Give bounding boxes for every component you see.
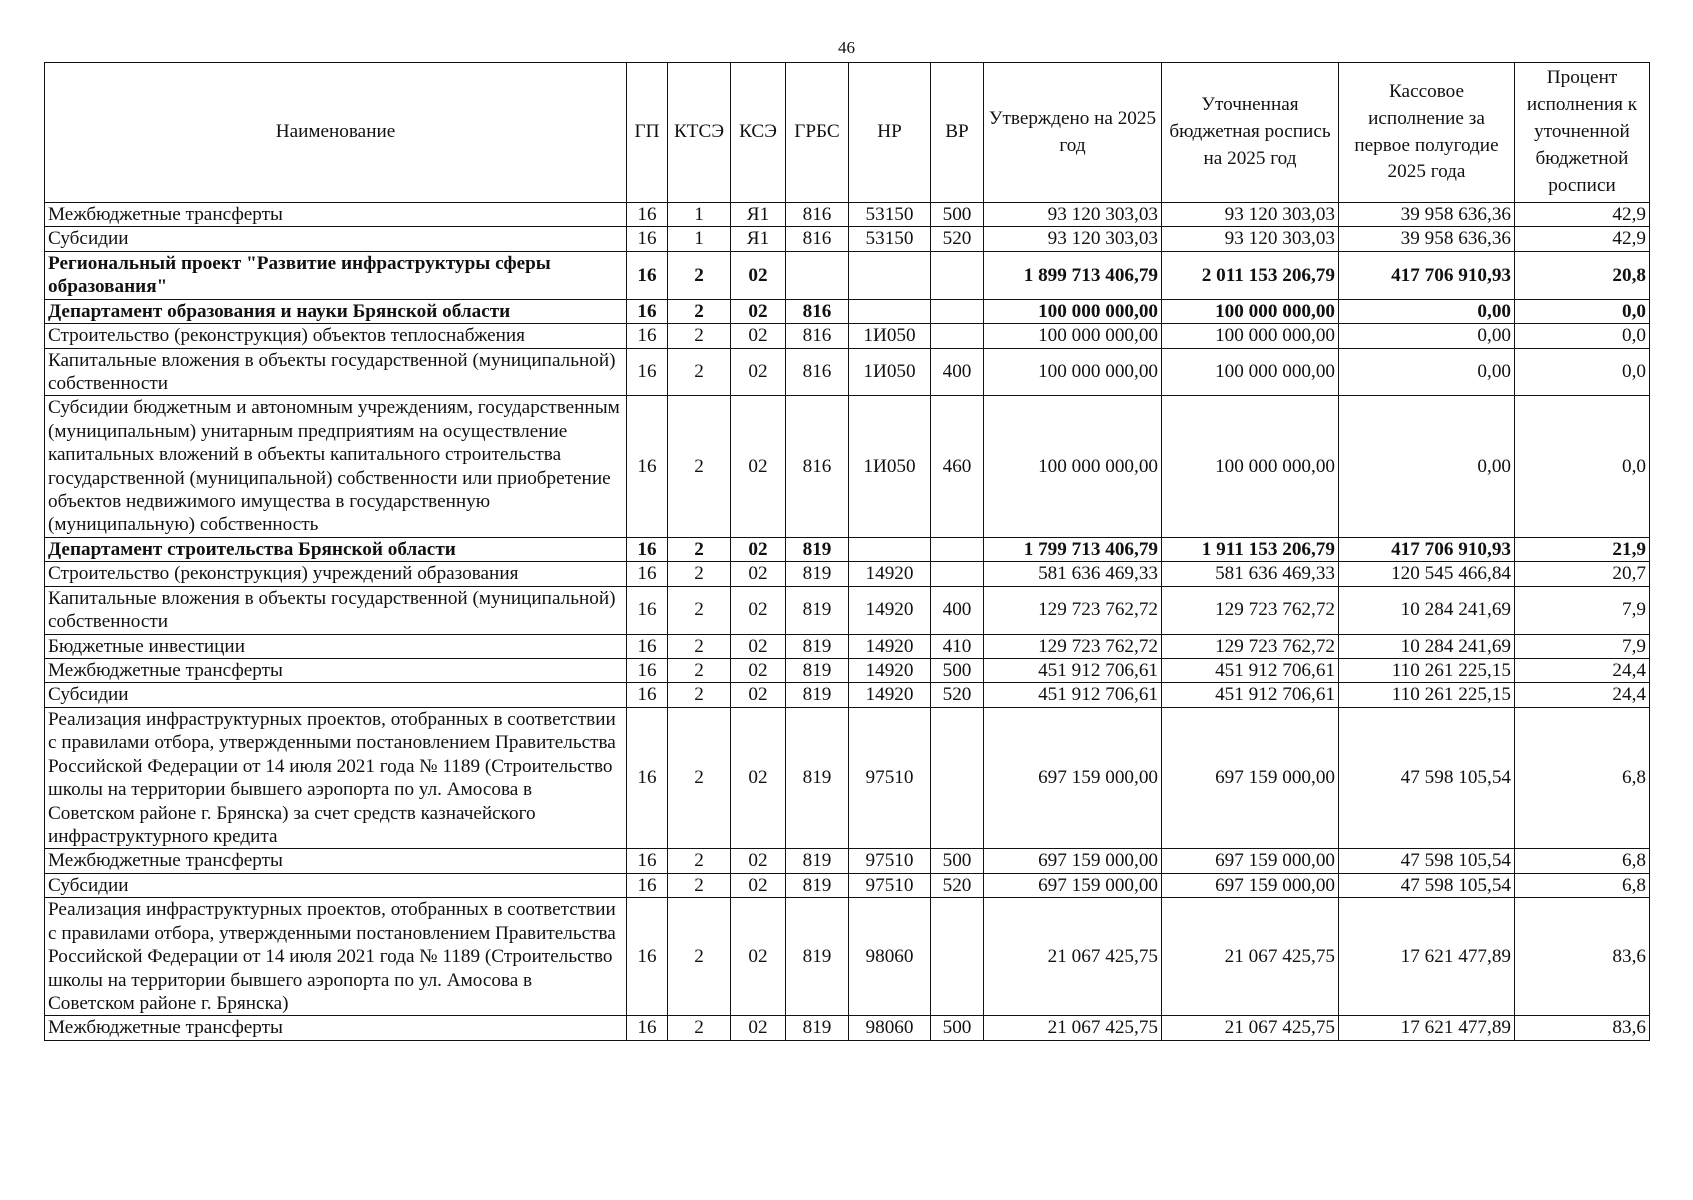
cell-kse: 02 bbox=[731, 537, 786, 561]
table-row bbox=[45, 659, 1650, 683]
cell-vr: 400 bbox=[931, 348, 984, 396]
cell-cash: 47 598 105,54 bbox=[1339, 849, 1515, 873]
cell-nr: 1И050 bbox=[849, 324, 931, 348]
cell-grbs: 816 bbox=[786, 396, 849, 538]
cell-gp: 16 bbox=[627, 562, 668, 586]
table-row bbox=[45, 898, 1650, 1016]
header-kse: КСЭ bbox=[731, 63, 786, 203]
table-row bbox=[45, 849, 1650, 873]
cell-nr: 14920 bbox=[849, 634, 931, 658]
cell-grbs: 819 bbox=[786, 562, 849, 586]
cell-approved: 93 120 303,03 bbox=[984, 203, 1162, 227]
cell-approved: 1 899 713 406,79 bbox=[984, 251, 1162, 299]
header-grbs: ГРБС bbox=[786, 63, 849, 203]
cell-name: Реализация инфраструктурных проектов, отобранных в соответствии с правилами отбора, утвержденными постановлением Правительства Российской Федерации от 14 июля 2021 года № 1189 (Строительство школы на территории бывшего аэропорта по ул. Амосова в Советском районе г. Брянска) за счет средств казначейского инфраструктурного кредита bbox=[45, 707, 627, 849]
cell-approved: 100 000 000,00 bbox=[984, 299, 1162, 323]
cell-cash: 110 261 225,15 bbox=[1339, 659, 1515, 683]
table-row bbox=[45, 1016, 1650, 1040]
cell-name: Региональный проект "Развитие инфраструктуры сферы образования" bbox=[45, 251, 627, 299]
cell-cash: 417 706 910,93 bbox=[1339, 251, 1515, 299]
budget-execution-table bbox=[44, 62, 1650, 1041]
cell-refined: 697 159 000,00 bbox=[1162, 707, 1339, 849]
cell-vr: 500 bbox=[931, 849, 984, 873]
cell-vr bbox=[931, 898, 984, 1016]
table-row bbox=[45, 324, 1650, 348]
cell-cash: 417 706 910,93 bbox=[1339, 537, 1515, 561]
cell-vr: 520 bbox=[931, 683, 984, 707]
cell-refined: 129 723 762,72 bbox=[1162, 586, 1339, 634]
cell-percent: 42,9 bbox=[1515, 227, 1650, 251]
header-refined: Уточненная бюджетная роспись на 2025 год bbox=[1162, 63, 1339, 203]
cell-kse: 02 bbox=[731, 299, 786, 323]
cell-refined: 93 120 303,03 bbox=[1162, 203, 1339, 227]
cell-grbs: 819 bbox=[786, 873, 849, 897]
table-row bbox=[45, 227, 1650, 251]
header-nr: НР bbox=[849, 63, 931, 203]
cell-percent: 7,9 bbox=[1515, 634, 1650, 658]
cell-vr: 500 bbox=[931, 203, 984, 227]
cell-nr bbox=[849, 537, 931, 561]
cell-percent: 83,6 bbox=[1515, 1016, 1650, 1040]
cell-gp: 16 bbox=[627, 396, 668, 538]
cell-percent: 24,4 bbox=[1515, 659, 1650, 683]
cell-percent: 6,8 bbox=[1515, 849, 1650, 873]
cell-percent: 20,8 bbox=[1515, 251, 1650, 299]
cell-ktse: 2 bbox=[668, 659, 731, 683]
cell-grbs: 816 bbox=[786, 299, 849, 323]
cell-ktse: 2 bbox=[668, 707, 731, 849]
cell-gp: 16 bbox=[627, 707, 668, 849]
cell-percent: 7,9 bbox=[1515, 586, 1650, 634]
cell-ktse: 2 bbox=[668, 562, 731, 586]
cell-gp: 16 bbox=[627, 659, 668, 683]
cell-nr: 14920 bbox=[849, 586, 931, 634]
cell-cash: 110 261 225,15 bbox=[1339, 683, 1515, 707]
table-row bbox=[45, 683, 1650, 707]
cell-cash: 47 598 105,54 bbox=[1339, 873, 1515, 897]
cell-gp: 16 bbox=[627, 898, 668, 1016]
cell-vr: 520 bbox=[931, 227, 984, 251]
cell-approved: 100 000 000,00 bbox=[984, 348, 1162, 396]
cell-nr: 53150 bbox=[849, 203, 931, 227]
cell-kse: 02 bbox=[731, 324, 786, 348]
cell-vr bbox=[931, 251, 984, 299]
cell-ktse: 2 bbox=[668, 634, 731, 658]
header-approved: Утверждено на 2025 год bbox=[984, 63, 1162, 203]
cell-gp: 16 bbox=[627, 203, 668, 227]
cell-vr: 500 bbox=[931, 1016, 984, 1040]
cell-nr: 98060 bbox=[849, 898, 931, 1016]
cell-ktse: 2 bbox=[668, 537, 731, 561]
cell-refined: 129 723 762,72 bbox=[1162, 634, 1339, 658]
cell-grbs: 819 bbox=[786, 898, 849, 1016]
cell-refined: 21 067 425,75 bbox=[1162, 898, 1339, 1016]
cell-cash: 0,00 bbox=[1339, 324, 1515, 348]
cell-vr bbox=[931, 537, 984, 561]
cell-refined: 1 911 153 206,79 bbox=[1162, 537, 1339, 561]
cell-refined: 697 159 000,00 bbox=[1162, 849, 1339, 873]
cell-name: Реализация инфраструктурных проектов, отобранных в соответствии с правилами отбора, утвержденными постановлением Правительства Российской Федерации от 14 июля 2021 года № 1189 (Строительство школы на территории бывшего аэропорта по ул. Амосова в Советском районе г. Брянска) bbox=[45, 898, 627, 1016]
cell-refined: 21 067 425,75 bbox=[1162, 1016, 1339, 1040]
cell-name: Межбюджетные трансферты bbox=[45, 1016, 627, 1040]
cell-kse: Я1 bbox=[731, 227, 786, 251]
cell-gp: 16 bbox=[627, 537, 668, 561]
cell-vr: 520 bbox=[931, 873, 984, 897]
cell-percent: 21,9 bbox=[1515, 537, 1650, 561]
cell-refined: 451 912 706,61 bbox=[1162, 659, 1339, 683]
table-row bbox=[45, 586, 1650, 634]
cell-nr: 14920 bbox=[849, 562, 931, 586]
cell-grbs: 816 bbox=[786, 324, 849, 348]
cell-approved: 21 067 425,75 bbox=[984, 898, 1162, 1016]
page-number: 46 bbox=[838, 38, 855, 57]
cell-cash: 39 958 636,36 bbox=[1339, 227, 1515, 251]
cell-cash: 10 284 241,69 bbox=[1339, 634, 1515, 658]
cell-vr bbox=[931, 299, 984, 323]
cell-name: Субсидии bbox=[45, 227, 627, 251]
cell-grbs: 819 bbox=[786, 849, 849, 873]
header-cash: Кассовое исполнение за первое полугодие 2025 года bbox=[1339, 63, 1515, 203]
cell-cash: 0,00 bbox=[1339, 348, 1515, 396]
cell-kse: 02 bbox=[731, 251, 786, 299]
cell-approved: 697 159 000,00 bbox=[984, 849, 1162, 873]
cell-vr bbox=[931, 562, 984, 586]
cell-gp: 16 bbox=[627, 251, 668, 299]
cell-nr: 98060 bbox=[849, 1016, 931, 1040]
cell-grbs bbox=[786, 251, 849, 299]
cell-cash: 10 284 241,69 bbox=[1339, 586, 1515, 634]
cell-grbs: 819 bbox=[786, 659, 849, 683]
cell-vr: 460 bbox=[931, 396, 984, 538]
table-row bbox=[45, 251, 1650, 299]
cell-percent: 0,0 bbox=[1515, 396, 1650, 538]
cell-vr bbox=[931, 324, 984, 348]
cell-name: Субсидии bbox=[45, 873, 627, 897]
cell-approved: 129 723 762,72 bbox=[984, 586, 1162, 634]
cell-vr: 500 bbox=[931, 659, 984, 683]
cell-name: Субсидии bbox=[45, 683, 627, 707]
header-ktse: КТСЭ bbox=[668, 63, 731, 203]
header-percent: Процент исполнения к уточненной бюджетной росписи bbox=[1515, 63, 1650, 203]
cell-kse: 02 bbox=[731, 707, 786, 849]
cell-approved: 1 799 713 406,79 bbox=[984, 537, 1162, 561]
cell-kse: 02 bbox=[731, 348, 786, 396]
cell-kse: 02 bbox=[731, 634, 786, 658]
cell-approved: 21 067 425,75 bbox=[984, 1016, 1162, 1040]
table-row bbox=[45, 348, 1650, 396]
cell-gp: 16 bbox=[627, 586, 668, 634]
cell-gp: 16 bbox=[627, 227, 668, 251]
cell-refined: 93 120 303,03 bbox=[1162, 227, 1339, 251]
cell-ktse: 2 bbox=[668, 898, 731, 1016]
cell-grbs: 819 bbox=[786, 537, 849, 561]
cell-kse: 02 bbox=[731, 562, 786, 586]
cell-grbs: 819 bbox=[786, 1016, 849, 1040]
table-row bbox=[45, 203, 1650, 227]
cell-grbs: 819 bbox=[786, 586, 849, 634]
cell-kse: 02 bbox=[731, 873, 786, 897]
cell-percent: 24,4 bbox=[1515, 683, 1650, 707]
cell-approved: 697 159 000,00 bbox=[984, 707, 1162, 849]
cell-name: Межбюджетные трансферты bbox=[45, 659, 627, 683]
cell-cash: 120 545 466,84 bbox=[1339, 562, 1515, 586]
cell-nr: 14920 bbox=[849, 683, 931, 707]
cell-ktse: 2 bbox=[668, 324, 731, 348]
cell-grbs: 816 bbox=[786, 203, 849, 227]
cell-approved: 581 636 469,33 bbox=[984, 562, 1162, 586]
cell-nr: 97510 bbox=[849, 873, 931, 897]
header-name: Наименование bbox=[45, 63, 627, 203]
cell-kse: Я1 bbox=[731, 203, 786, 227]
cell-percent: 0,0 bbox=[1515, 324, 1650, 348]
cell-cash: 17 621 477,89 bbox=[1339, 1016, 1515, 1040]
cell-grbs: 816 bbox=[786, 227, 849, 251]
cell-gp: 16 bbox=[627, 849, 668, 873]
cell-vr bbox=[931, 707, 984, 849]
cell-nr: 14920 bbox=[849, 659, 931, 683]
cell-name: Субсидии бюджетным и автономным учреждениям, государственным (муниципальным) унитарным предприятиям на осуществление капитальных вложений в объекты капитального строительства государственной (муниципальной) собственности или приобретение объектов недвижимого имущества в государственную (муниципальную) собственность bbox=[45, 396, 627, 538]
cell-ktse: 2 bbox=[668, 586, 731, 634]
cell-cash: 39 958 636,36 bbox=[1339, 203, 1515, 227]
cell-nr bbox=[849, 251, 931, 299]
cell-percent: 20,7 bbox=[1515, 562, 1650, 586]
cell-refined: 451 912 706,61 bbox=[1162, 683, 1339, 707]
cell-nr: 1И050 bbox=[849, 396, 931, 538]
cell-kse: 02 bbox=[731, 586, 786, 634]
cell-cash: 0,00 bbox=[1339, 396, 1515, 538]
cell-kse: 02 bbox=[731, 659, 786, 683]
cell-name: Межбюджетные трансферты bbox=[45, 203, 627, 227]
cell-grbs: 816 bbox=[786, 348, 849, 396]
cell-cash: 17 621 477,89 bbox=[1339, 898, 1515, 1016]
cell-percent: 0,0 bbox=[1515, 348, 1650, 396]
cell-approved: 451 912 706,61 bbox=[984, 659, 1162, 683]
cell-ktse: 2 bbox=[668, 873, 731, 897]
cell-nr: 1И050 bbox=[849, 348, 931, 396]
cell-percent: 83,6 bbox=[1515, 898, 1650, 1016]
cell-name: Департамент образования и науки Брянской области bbox=[45, 299, 627, 323]
cell-gp: 16 bbox=[627, 324, 668, 348]
cell-cash: 47 598 105,54 bbox=[1339, 707, 1515, 849]
table-row bbox=[45, 707, 1650, 849]
cell-percent: 42,9 bbox=[1515, 203, 1650, 227]
cell-refined: 2 011 153 206,79 bbox=[1162, 251, 1339, 299]
header-vr: ВР bbox=[931, 63, 984, 203]
table-row bbox=[45, 537, 1650, 561]
cell-approved: 697 159 000,00 bbox=[984, 873, 1162, 897]
cell-approved: 129 723 762,72 bbox=[984, 634, 1162, 658]
cell-ktse: 2 bbox=[668, 849, 731, 873]
cell-approved: 451 912 706,61 bbox=[984, 683, 1162, 707]
cell-refined: 100 000 000,00 bbox=[1162, 299, 1339, 323]
cell-percent: 6,8 bbox=[1515, 873, 1650, 897]
cell-grbs: 819 bbox=[786, 683, 849, 707]
table-row bbox=[45, 299, 1650, 323]
cell-ktse: 1 bbox=[668, 227, 731, 251]
cell-approved: 100 000 000,00 bbox=[984, 324, 1162, 348]
cell-ktse: 2 bbox=[668, 683, 731, 707]
cell-name: Строительство (реконструкция) учреждений образования bbox=[45, 562, 627, 586]
cell-refined: 100 000 000,00 bbox=[1162, 324, 1339, 348]
cell-refined: 100 000 000,00 bbox=[1162, 348, 1339, 396]
cell-ktse: 2 bbox=[668, 1016, 731, 1040]
table-row bbox=[45, 873, 1650, 897]
cell-grbs: 819 bbox=[786, 707, 849, 849]
cell-percent: 6,8 bbox=[1515, 707, 1650, 849]
cell-ktse: 2 bbox=[668, 299, 731, 323]
cell-refined: 100 000 000,00 bbox=[1162, 396, 1339, 538]
cell-kse: 02 bbox=[731, 849, 786, 873]
header-gp: ГП bbox=[627, 63, 668, 203]
cell-gp: 16 bbox=[627, 683, 668, 707]
cell-name: Межбюджетные трансферты bbox=[45, 849, 627, 873]
cell-gp: 16 bbox=[627, 634, 668, 658]
cell-vr: 410 bbox=[931, 634, 984, 658]
table-row bbox=[45, 634, 1650, 658]
cell-gp: 16 bbox=[627, 299, 668, 323]
cell-refined: 697 159 000,00 bbox=[1162, 873, 1339, 897]
table-row bbox=[45, 562, 1650, 586]
cell-name: Капитальные вложения в объекты государственной (муниципальной) собственности bbox=[45, 586, 627, 634]
cell-gp: 16 bbox=[627, 1016, 668, 1040]
table-header-row bbox=[45, 63, 1650, 203]
cell-nr: 97510 bbox=[849, 849, 931, 873]
cell-ktse: 1 bbox=[668, 203, 731, 227]
cell-nr: 97510 bbox=[849, 707, 931, 849]
cell-cash: 0,00 bbox=[1339, 299, 1515, 323]
table-body bbox=[45, 203, 1650, 1041]
cell-ktse: 2 bbox=[668, 348, 731, 396]
cell-gp: 16 bbox=[627, 348, 668, 396]
cell-kse: 02 bbox=[731, 396, 786, 538]
cell-grbs: 819 bbox=[786, 634, 849, 658]
cell-approved: 93 120 303,03 bbox=[984, 227, 1162, 251]
cell-gp: 16 bbox=[627, 873, 668, 897]
cell-vr: 400 bbox=[931, 586, 984, 634]
cell-nr bbox=[849, 299, 931, 323]
cell-name: Бюджетные инвестиции bbox=[45, 634, 627, 658]
cell-approved: 100 000 000,00 bbox=[984, 396, 1162, 538]
cell-ktse: 2 bbox=[668, 251, 731, 299]
cell-name: Строительство (реконструкция) объектов теплоснабжения bbox=[45, 324, 627, 348]
cell-percent: 0,0 bbox=[1515, 299, 1650, 323]
table-row bbox=[45, 396, 1650, 538]
cell-nr: 53150 bbox=[849, 227, 931, 251]
cell-kse: 02 bbox=[731, 898, 786, 1016]
cell-name: Капитальные вложения в объекты государственной (муниципальной) собственности bbox=[45, 348, 627, 396]
cell-kse: 02 bbox=[731, 1016, 786, 1040]
cell-kse: 02 bbox=[731, 683, 786, 707]
cell-refined: 581 636 469,33 bbox=[1162, 562, 1339, 586]
cell-name: Департамент строительства Брянской области bbox=[45, 537, 627, 561]
cell-ktse: 2 bbox=[668, 396, 731, 538]
